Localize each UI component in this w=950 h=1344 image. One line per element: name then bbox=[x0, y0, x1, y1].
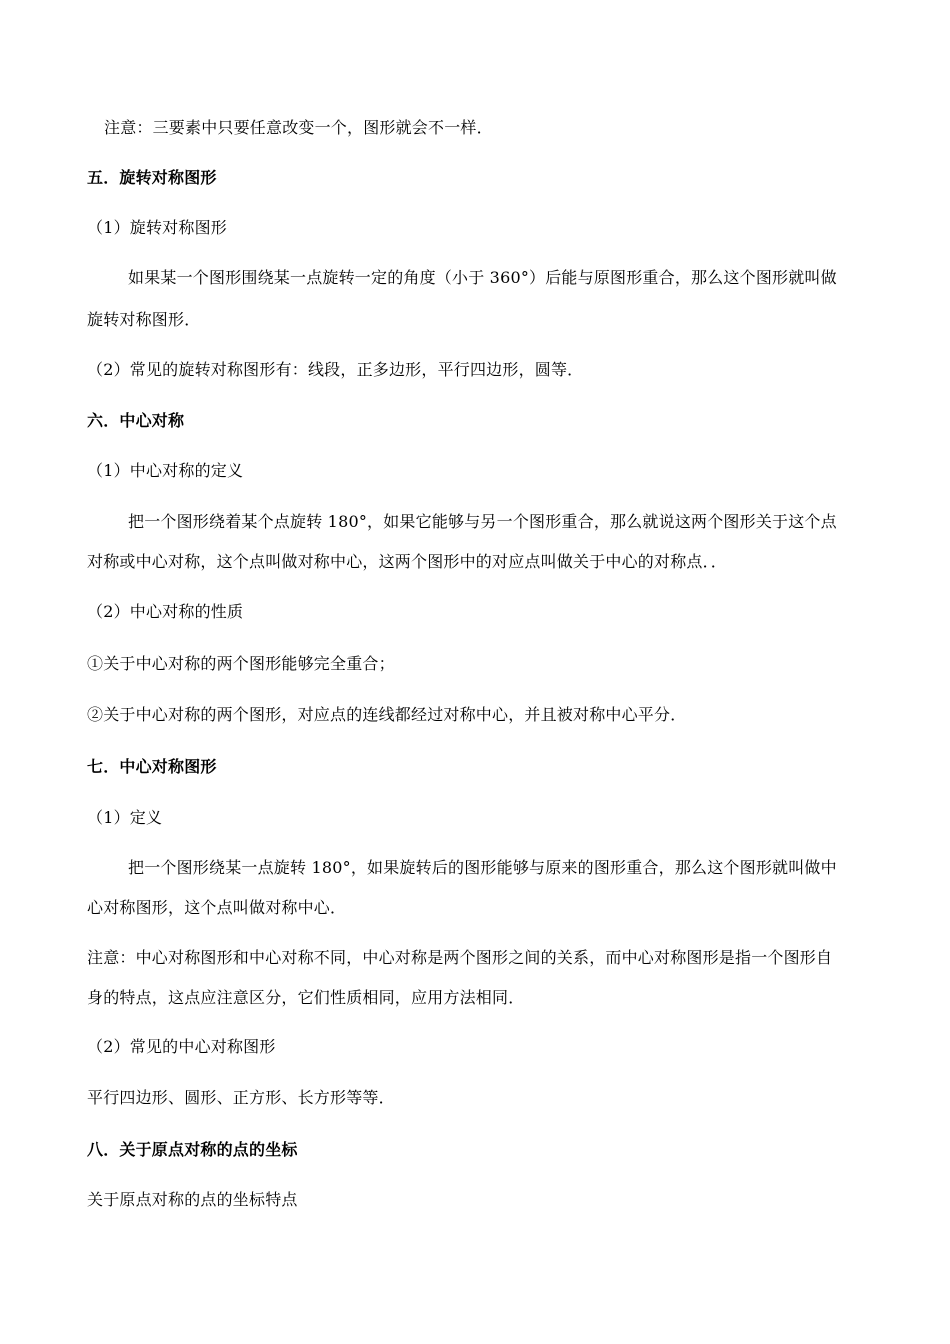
section-7-note-line1: 注意：中心对称图形和中心对称不同，中心对称是两个图形之间的关系，而中心对称图形是指一个图形自 bbox=[87, 948, 833, 967]
section-6-sub2: （2）中心对称的性质 bbox=[87, 602, 244, 621]
section-6-heading: 六．中心对称 bbox=[87, 411, 185, 430]
section-5-sub1: （1）旋转对称图形 bbox=[87, 218, 227, 237]
section-8-line1: 关于原点对称的点的坐标特点 bbox=[87, 1190, 298, 1209]
section-7-para1-line2: 心对称图形，这个点叫做对称中心． bbox=[87, 898, 347, 917]
section-5-heading: 五．旋转对称图形 bbox=[87, 168, 217, 187]
section-6-sub1: （1）中心对称的定义 bbox=[87, 461, 244, 480]
section-7-para1-line1: 把一个图形绕某一点旋转 180°，如果旋转后的图形能够与原来的图形重合，那么这个图形就叫做中 bbox=[128, 858, 837, 877]
section-7-examples: 平行四边形、圆形、正方形、长方形等等． bbox=[87, 1088, 395, 1107]
section-6-para1-line2: 对称或中心对称，这个点叫做对称中心，这两个图形中的对应点叫做关于中心的对称点．． bbox=[87, 552, 728, 571]
section-5-para1-line1: 如果某一个图形围绕某一点旋转一定的角度（小于 360°）后能与原图形重合，那么这个图形就叫做 bbox=[128, 268, 837, 287]
section-7-note-line2: 身的特点，这点应注意区分，它们性质相同，应用方法相同． bbox=[87, 988, 525, 1007]
section-5-para1-line2: 旋转对称图形． bbox=[87, 310, 201, 329]
section-6-prop2: ②关于中心对称的两个图形，对应点的连线都经过对称中心，并且被对称中心平分． bbox=[87, 705, 687, 724]
section-6-para1-line1: 把一个图形绕着某个点旋转 180°，如果它能够与另一个图形重合，那么就说这两个图形关于这个点 bbox=[128, 512, 837, 531]
section-7-heading: 七．中心对称图形 bbox=[87, 757, 217, 776]
section-7-sub1: （1）定义 bbox=[87, 808, 163, 827]
note-intro: 注意：三要素中只要任意改变一个，图形就会不一样． bbox=[104, 118, 493, 137]
section-7-sub2: （2）常见的中心对称图形 bbox=[87, 1037, 276, 1056]
section-5-sub2: （2）常见的旋转对称图形有：线段，正多边形，平行四边形，圆等． bbox=[87, 360, 584, 379]
section-8-heading: 八．关于原点对称的点的坐标 bbox=[87, 1140, 298, 1159]
section-6-prop1: ①关于中心对称的两个图形能够完全重合； bbox=[87, 654, 395, 673]
